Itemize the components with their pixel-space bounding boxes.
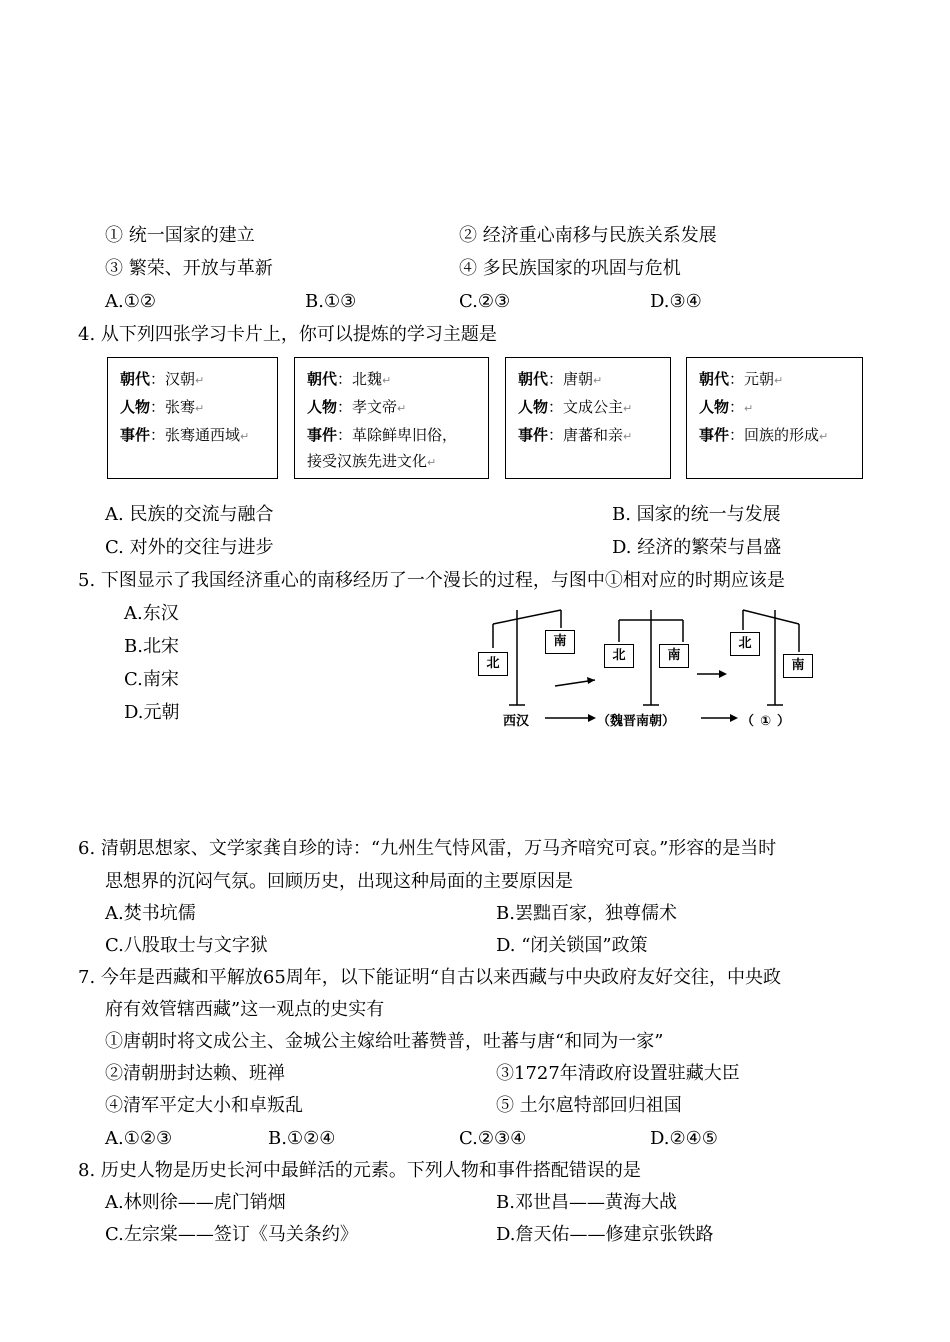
q4-answer-a: A. 民族的交流与融合 <box>105 504 274 525</box>
q7-item-1: ①唐朝时将文成公主、金城公主嫁给吐蕃赞普，吐蕃与唐“和同为一家” <box>105 1031 664 1052</box>
study-card-4: 朝代：元朝↵ 人物：↵ 事件：回族的形成↵ <box>686 357 863 479</box>
card-value: 接受汉族先进文化 <box>307 452 428 470</box>
q7-answer-c: C.②③④ <box>459 1128 527 1149</box>
card-label: 事件 <box>307 426 338 444</box>
card-value: ： <box>729 398 745 416</box>
card-label: 人物 <box>120 398 151 416</box>
study-card-3: 朝代：唐朝↵ 人物：文成公主↵ 事件：唐蕃和亲↵ <box>505 357 671 479</box>
card-value: ：张骞 <box>150 398 196 416</box>
q3-option-2: ② 经济重心南移与民族关系发展 <box>459 225 717 246</box>
q3-answer-c: C.②③ <box>459 291 511 312</box>
north-box: 北 <box>604 644 634 668</box>
q8-answer-b: B.邓世昌——黄海大战 <box>496 1192 677 1213</box>
card-label: 朝代 <box>307 370 338 388</box>
card-value: ：唐朝 <box>548 370 594 388</box>
card-value: ：元朝 <box>729 370 775 388</box>
q4-answer-d: D. 经济的繁荣与昌盛 <box>612 537 782 558</box>
q6-answer-d: D. “闭关锁国”政策 <box>496 935 648 956</box>
card-label: 人物 <box>307 398 338 416</box>
q3-answer-b: B.①③ <box>305 291 357 312</box>
card-label: 朝代 <box>120 370 151 388</box>
card-label: 事件 <box>518 426 549 444</box>
q3-option-1: ① 统一国家的建立 <box>105 225 255 246</box>
north-box: 北 <box>730 632 760 656</box>
card-value: ：北魏 <box>337 370 383 388</box>
q7-answer-a: A.①②③ <box>105 1128 173 1149</box>
q3-option-3: ③ 繁荣、开放与革新 <box>105 258 273 279</box>
q8-answer-d: D.詹天佑——修建京张铁路 <box>496 1224 714 1245</box>
q7-item-3: ③1727年清政府设置驻藏大臣 <box>496 1063 740 1084</box>
q5-answer-d: D.元朝 <box>124 702 180 723</box>
q6-answer-c: C.八股取士与文字狱 <box>105 935 268 956</box>
q6-stem-line2: 思想界的沉闷气氛。回顾历史，出现这种局面的主要原因是 <box>105 871 573 892</box>
period-mark: ① <box>760 714 772 729</box>
card-value: ：文成公主 <box>548 398 624 416</box>
q7-answer-d: D.②④⑤ <box>650 1128 718 1149</box>
south-box: 南 <box>659 644 689 668</box>
q7-item-5: ⑤ 土尔扈特部回归祖国 <box>496 1095 682 1116</box>
card-value: ：唐蕃和亲 <box>548 426 624 444</box>
card-value: ：回族的形成 <box>729 426 820 444</box>
period-open: （ <box>741 714 755 729</box>
q7-answer-b: B.①②④ <box>268 1128 336 1149</box>
q4-answer-c: C. 对外的交往与进步 <box>105 537 274 558</box>
period-label <box>741 710 790 729</box>
south-box: 南 <box>545 630 575 654</box>
north-box: 北 <box>478 652 508 676</box>
card-value: ：汉朝 <box>150 370 196 388</box>
card-label: 事件 <box>699 426 730 444</box>
card-value: ：革除鲜卑旧俗， <box>337 426 458 444</box>
economic-center-diagram <box>465 600 835 735</box>
q5-answer-a: A.东汉 <box>124 603 179 624</box>
q7-item-2: ②清朝册封达赖、班禅 <box>105 1063 285 1084</box>
card-label: 朝代 <box>699 370 730 388</box>
q4-stem: 4. 从下列四张学习卡片上，你可以提炼的学习主题是 <box>78 324 497 345</box>
q7-stem-line2: 府有效管辖西藏”这一观点的史实有 <box>105 999 385 1020</box>
period-close: ） <box>777 714 791 729</box>
south-box: 南 <box>783 654 813 678</box>
q3-answer-a: A.①② <box>105 291 156 312</box>
card-label: 人物 <box>699 398 730 416</box>
q7-stem-line1: 7. 今年是西藏和平解放65周年，以下能证明“自古以来西藏与中央政府友好交往，中央政 <box>78 967 781 988</box>
card-value: ：张骞通西域 <box>150 426 241 444</box>
q8-answer-a: A.林则徐——虎门销烟 <box>105 1192 286 1213</box>
q6-stem-line1: 6. 清朝思想家、文学家龚自珍的诗：“九州生气恃风雷，万马齐喑究可哀。”形容的是当时 <box>78 838 777 859</box>
q8-answer-c: C.左宗棠——签订《马关条约》 <box>105 1224 358 1245</box>
study-card-1: 朝代：汉朝↵ 人物：张骞↵ 事件：张骞通西域↵ <box>107 357 278 479</box>
q7-item-4: ④清军平定大小和卓叛乱 <box>105 1095 303 1116</box>
card-label: 人物 <box>518 398 549 416</box>
q5-answer-b: B.北宋 <box>124 636 179 657</box>
q3-option-4: ④ 多民族国家的巩固与危机 <box>459 258 681 279</box>
period-label: 西汉 <box>503 714 530 729</box>
q8-stem: 8. 历史人物是历史长河中最鲜活的元素。下列人物和事件搭配错误的是 <box>78 1160 641 1181</box>
study-card-2: 朝代：北魏↵ 人物：孝文帝↵ 事件：革除鲜卑旧俗， 接受汉族先进文化↵ <box>294 357 489 479</box>
q5-stem: 5. 下图显示了我国经济重心的南移经历了一个漫长的过程，与图中①相对应的时期应该是 <box>78 570 785 591</box>
period-label: （魏晋南朝） <box>597 714 676 729</box>
q6-answer-b: B.罢黜百家，独尊儒术 <box>496 903 677 924</box>
card-value: ：孝文帝 <box>337 398 398 416</box>
card-label: 事件 <box>120 426 151 444</box>
q3-answer-d: D.③④ <box>650 291 702 312</box>
card-label: 朝代 <box>518 370 549 388</box>
q4-answer-b: B. 国家的统一与发展 <box>612 504 781 525</box>
q5-answer-c: C.南宋 <box>124 669 179 690</box>
q6-answer-a: A.焚书坑儒 <box>105 903 196 924</box>
